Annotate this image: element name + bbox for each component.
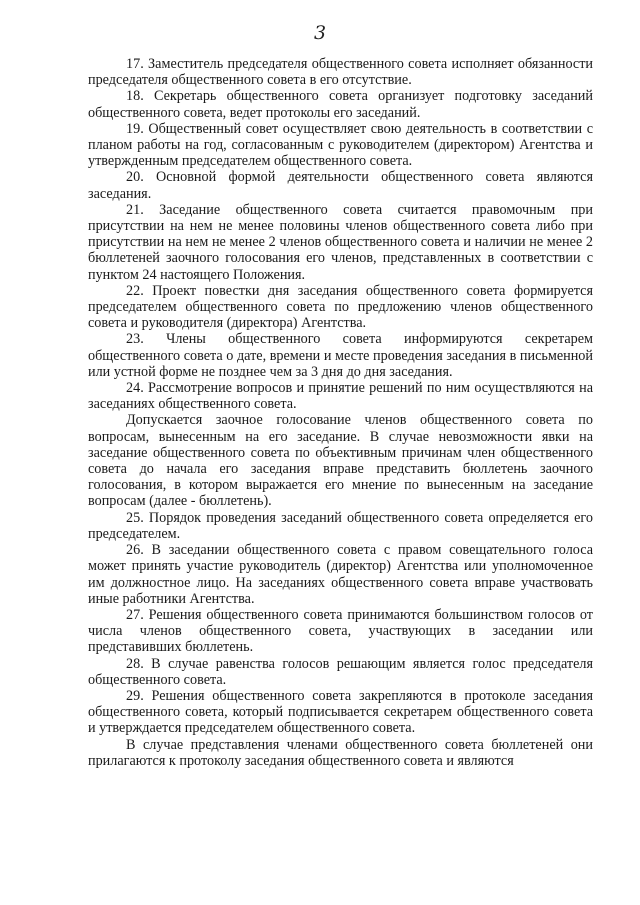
paragraph-22: 22. Проект повестки дня заседания общественного совета формируется председателем общественного совета по предложению членов общественного совета и руководителя (директора) Агентства. [88, 282, 593, 332]
paragraph-23: 23. Члены общественного совета информируются секретарем общественного совета о дате, времени и месте проведения заседания в письменной или устной форме не позднее чем за 3 дня до дня заседания. [88, 331, 593, 380]
paragraph-26: 26. В заседании общественного совета с правом совещательного голоса может принять участие руководитель (директор) Агентства или уполномоченное им должностное лицо. На заседаниях общественного совета вправе участвовать иные работники Агентства. [88, 542, 593, 607]
paragraph-24-continued: Допускается заочное голосование членов общественного совета по вопросам, вынесенным на его заседание. В случае невозможности явки на заседание общественного совета по объективным причинам член общественного совета до начала его заседания вправе представить бюллетень заочного голосования, в котором выражается его мнение по вынесенным на заседание вопросам (далее - бюллетень). [88, 412, 593, 510]
paragraph-29-continued: В случае представления членами общественного совета бюллетеней они прилагаются к протоколу заседания общественного совета и являются [88, 736, 593, 769]
paragraph-25: 25. Порядок проведения заседаний общественного совета определяется его председателем. [88, 509, 593, 542]
page-number: 3 [313, 22, 327, 44]
paragraph-27: 27. Решения общественного совета принимаются большинством голосов от числа членов общественного совета, участвующих в заседании или представивших бюллетень. [88, 606, 593, 656]
paragraph-20: 20. Основной формой деятельности общественного совета являются заседания. [88, 169, 593, 202]
paragraph-29: 29. Решения общественного совета закрепляются в протоколе заседания общественного совета, который подписывается секретарем общественного совета и утверждается председателем общественного совета. [88, 687, 593, 737]
paragraph-28: 28. В случае равенства голосов решающим является голос председателя общественного совета. [88, 655, 593, 688]
paragraph-17: 17. Заместитель председателя общественного совета исполняет обязанности председателя общественного совета в его отсутствие. [88, 56, 593, 89]
document-body [88, 56, 593, 769]
paragraph-21: 21. Заседание общественного совета считается правомочным при присутствии на нем не менее половины членов общественного совета либо при присутствии на нем не менее 2 членов общественного совета и наличии не менее 2 бюллетеней заочного голосования его членов, представленных в соответствии с пунктом 24 настоящего Положения. [88, 201, 593, 283]
paragraph-18: 18. Секретарь общественного совета организует подготовку заседаний общественного совета, ведет протоколы его заседаний. [88, 88, 593, 121]
paragraph-19: 19. Общественный совет осуществляет свою деятельность в соответствии с планом работы на год, согласованным с руководителем (директором) Агентства и утвержденным председателем общественного совета. [88, 120, 593, 170]
paragraph-24: 24. Рассмотрение вопросов и принятие решений по ним осуществляются на заседаниях общественного совета. [88, 380, 593, 413]
